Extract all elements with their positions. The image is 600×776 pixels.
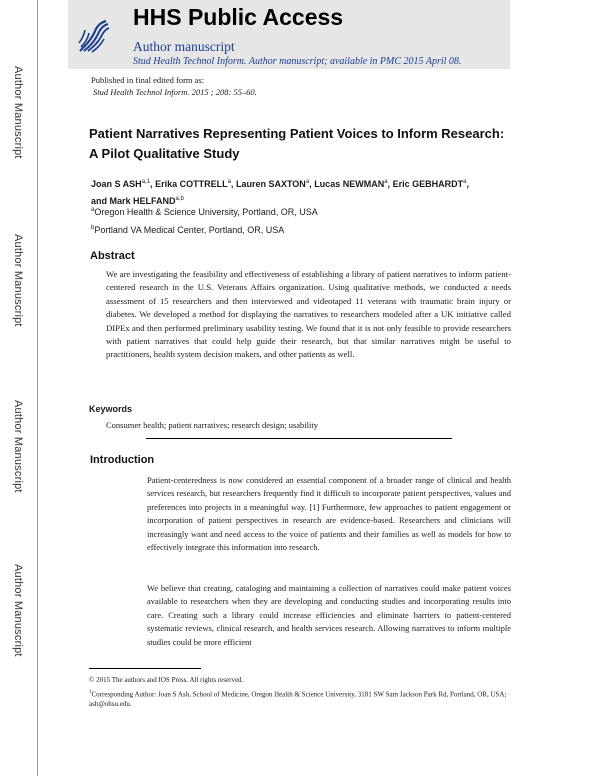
footnote-mark: 1 (89, 690, 92, 695)
journal-citation-text: Stud Health Technol Inform. 2015 ; 208: 55–60. (93, 87, 257, 97)
author-separator: , (466, 179, 469, 189)
affiliation-text: Portland VA Medical Center, Portland, OR, USA (94, 225, 285, 235)
author: Lauren SAXTON (235, 179, 306, 189)
author-manuscript-subtitle: Author manuscript (133, 39, 235, 54)
corresponding-author-footnote (89, 688, 519, 709)
hhs-public-access-title: HHS Public Access (133, 4, 344, 30)
author-affiliation-mark: a (305, 179, 310, 185)
author: Eric GEBHARDT (392, 179, 464, 189)
author-affiliation-mark: a (384, 179, 388, 185)
introduction-paragraph: We believe that creating, cataloging and maintaining a collection of narratives could make patient voices available to researchers when they are developing and conducting studies and incorporating results into care. Creating such a library could increase efficiencies and eliminate barriers to patient-centered systematic reviews, clinical research, and health services research. Allowing narratives to inform multiple studies could be more efficient (147, 583, 511, 647)
affiliation (91, 225, 284, 235)
published-note: Published in final edited form as: (91, 75, 205, 85)
affiliation-text: Oregon Health & Science University, Portland, OR, USA (94, 207, 318, 217)
author-affiliation-mark: a,1 (141, 179, 151, 185)
author-separator: , (230, 179, 234, 189)
author-and: and (91, 196, 108, 206)
footnote-divider (89, 668, 201, 669)
author-list (91, 175, 511, 209)
journal-citation: Stud Health Technol Inform. Author manuscript; available in PMC 2015 April 08. (133, 56, 462, 67)
corresponding-author-text: Corresponding Author: Joan S Ash, School of Medicine, Oregon Health & Science University, 3181 SW Sam Jackson Park Rd, Portland, OR, USA; ash@ohsu.edu. (89, 690, 507, 709)
margin-rule (37, 0, 38, 776)
affiliation (91, 207, 318, 217)
author: Joan S ASH (91, 179, 142, 189)
paper-title: Patient Narratives Representing Patient Voices to Inform Research: A Pilot Qualitative Study (89, 126, 505, 161)
introduction-heading: Introduction (90, 454, 155, 466)
author-affiliation-mark: a,b (175, 196, 184, 202)
side-label-author-manuscript: Author Manuscript (12, 66, 24, 159)
author-affiliation-mark: a (463, 179, 467, 185)
keywords-heading: Keywords (89, 404, 133, 414)
author-affiliation-mark: a (227, 179, 231, 185)
author-separator: , (387, 179, 391, 189)
author: Lucas NEWMAN (314, 179, 385, 189)
published-citation (93, 87, 257, 97)
author-separator: , (309, 179, 312, 189)
introduction-paragraph: Patient-centeredness is now considered an essential component of a broader range of clinical and health services research, but researchers frequently find it difficult to incorporate patient perspectives, values and preferences into projects in a meaningful way. [1] Furthermore, few approaches to patient engagement or incorporation of patient perspectives in research are evidence-based. Researchers and clinicians will increasingly want and need access to the voice of patients and their families as well as models for how to effectively integrate this information into research. (147, 475, 511, 553)
side-label-author-manuscript: Author Manuscript (12, 564, 24, 657)
hhs-eagle-logo-icon (76, 17, 112, 57)
author-separator: , (150, 179, 153, 189)
side-label-author-manuscript: Author Manuscript (12, 400, 24, 493)
abstract-heading: Abstract (90, 250, 135, 262)
affiliation-mark: a (91, 207, 95, 213)
side-label-author-manuscript: Author Manuscript (12, 234, 24, 327)
keywords-divider (146, 438, 452, 439)
author: Mark HELFAND (109, 196, 176, 206)
author: Erika COTTRELL (155, 179, 228, 189)
affiliation-mark: b (91, 225, 95, 231)
keywords-text: Consumer health; patient narratives; research design; usability (106, 420, 318, 430)
side-labels (0, 0, 36, 776)
copyright-footnote: © 2015 The authors and IOS Press. All rights reserved. (89, 676, 244, 684)
abstract-text: We are investigating the feasibility and effectiveness of establishing a library of patient narratives to inform patient-centered research in the U.S. Veterans Affairs organization. Using qualitative methods, we conducted a needs assessment of 15 researchers and then interviewed and videotaped 11 veterans with traumatic brain injury or diabetes. We developed a method for displaying the narratives to researchers modeled after a UK initiative called DIPEx and then performed preliminary usability testing. We found that it is not only feasible to provide researchers with patient narratives that could help guide their research, but that similar narratives might be useful to practitioners, health system decision makers, and other patients as well. (106, 269, 511, 360)
